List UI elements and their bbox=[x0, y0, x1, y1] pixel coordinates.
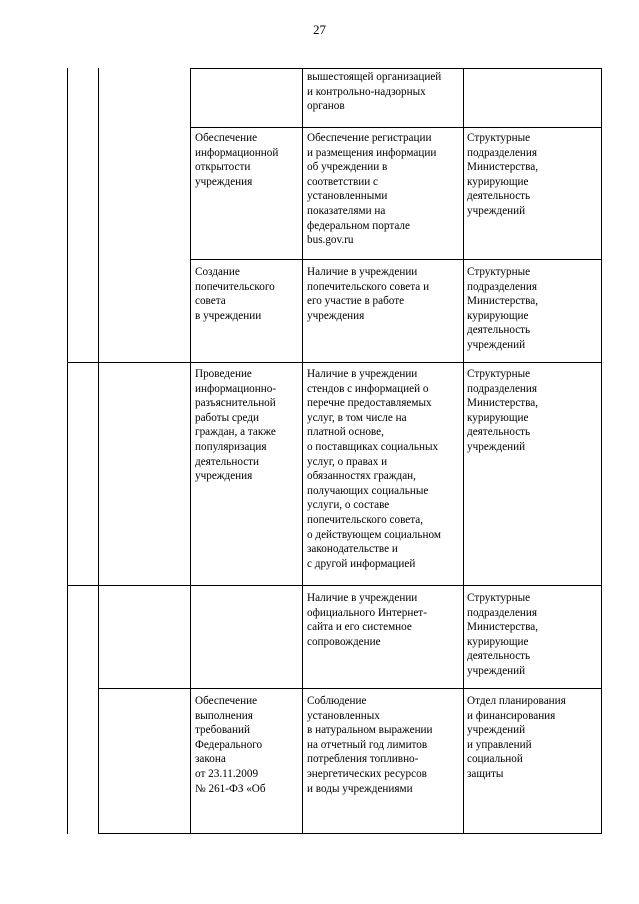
table-cell-responsible: Структурные подразделения Министерства, курирующие деятельность учреждений bbox=[467, 266, 539, 351]
table-border-bottom bbox=[98, 833, 602, 834]
table-cell-responsible: Структурные подразделения Министерства, курирующие деятельность учреждений bbox=[467, 368, 539, 453]
table-border-top bbox=[190, 68, 602, 69]
table-cell-indicator: Наличие в учреждении официального Интернет- сайта и его системное сопровождение bbox=[307, 592, 427, 648]
table-cell-criterion: Создание попечительского совета в учреждении bbox=[195, 266, 275, 322]
table-cell-indicator: Соблюдение установленных в натуральном выражении на отчетный год лимитов потребления топливно- энергетических ресурсов и воды учреждениями bbox=[307, 695, 433, 795]
row-divider bbox=[67, 362, 602, 363]
table-cell-indicator: Наличие в учреждении стендов с информацией о перечне предоставляемых услуг, в том числе на платной основе, о поставщиках социальных услуг, о правах и обязанностях граждан, получающих социальные услуги, о составе попечительского совета, о действующем социальном законодательстве и с другой информацией bbox=[307, 368, 441, 570]
table-cell-criterion: Проведение информационно- разъяснительной работы среди граждан, а также популяризация деятельности учреждения bbox=[195, 368, 277, 483]
table-column-divider-criterion bbox=[190, 68, 191, 834]
table-cell-indicator: вышестоящей организацией и контрольно-надзорных органов bbox=[307, 71, 442, 113]
table-border-right bbox=[601, 68, 602, 834]
table-cell-indicator: Наличие в учреждении попечительского совета и его участие в работе учреждения bbox=[307, 266, 430, 322]
table-column-divider-responsible bbox=[463, 68, 464, 834]
row-divider bbox=[190, 127, 602, 128]
table-cell-criterion: Обеспечение информационной открытости учреждения bbox=[195, 132, 279, 188]
table-cell-responsible: Структурные подразделения Министерства, курирующие деятельность учреждений bbox=[467, 132, 539, 217]
table-border-left-outer bbox=[67, 68, 68, 834]
page-number: 27 bbox=[313, 22, 326, 37]
table-cell-indicator: Обеспечение регистрации и размещения информации об учреждении в соответствии с установленными показателями на федеральном портале bus.gov.ru bbox=[307, 132, 437, 247]
table-cell-responsible: Отдел планирования и финансирования учреждений и управлений социальной защиты bbox=[467, 695, 566, 780]
table-column-divider-indicator bbox=[302, 68, 303, 834]
row-divider bbox=[67, 585, 602, 586]
table-cell-responsible: Структурные подразделения Министерства, курирующие деятельность учреждений bbox=[467, 592, 539, 677]
row-divider bbox=[98, 688, 602, 689]
table-border-left-inner bbox=[98, 68, 99, 834]
row-divider bbox=[190, 259, 602, 260]
table-cell-criterion: Обеспечение выполнения требований Федерального закона от 23.11.2009 № 261-ФЗ «Об bbox=[195, 695, 266, 795]
